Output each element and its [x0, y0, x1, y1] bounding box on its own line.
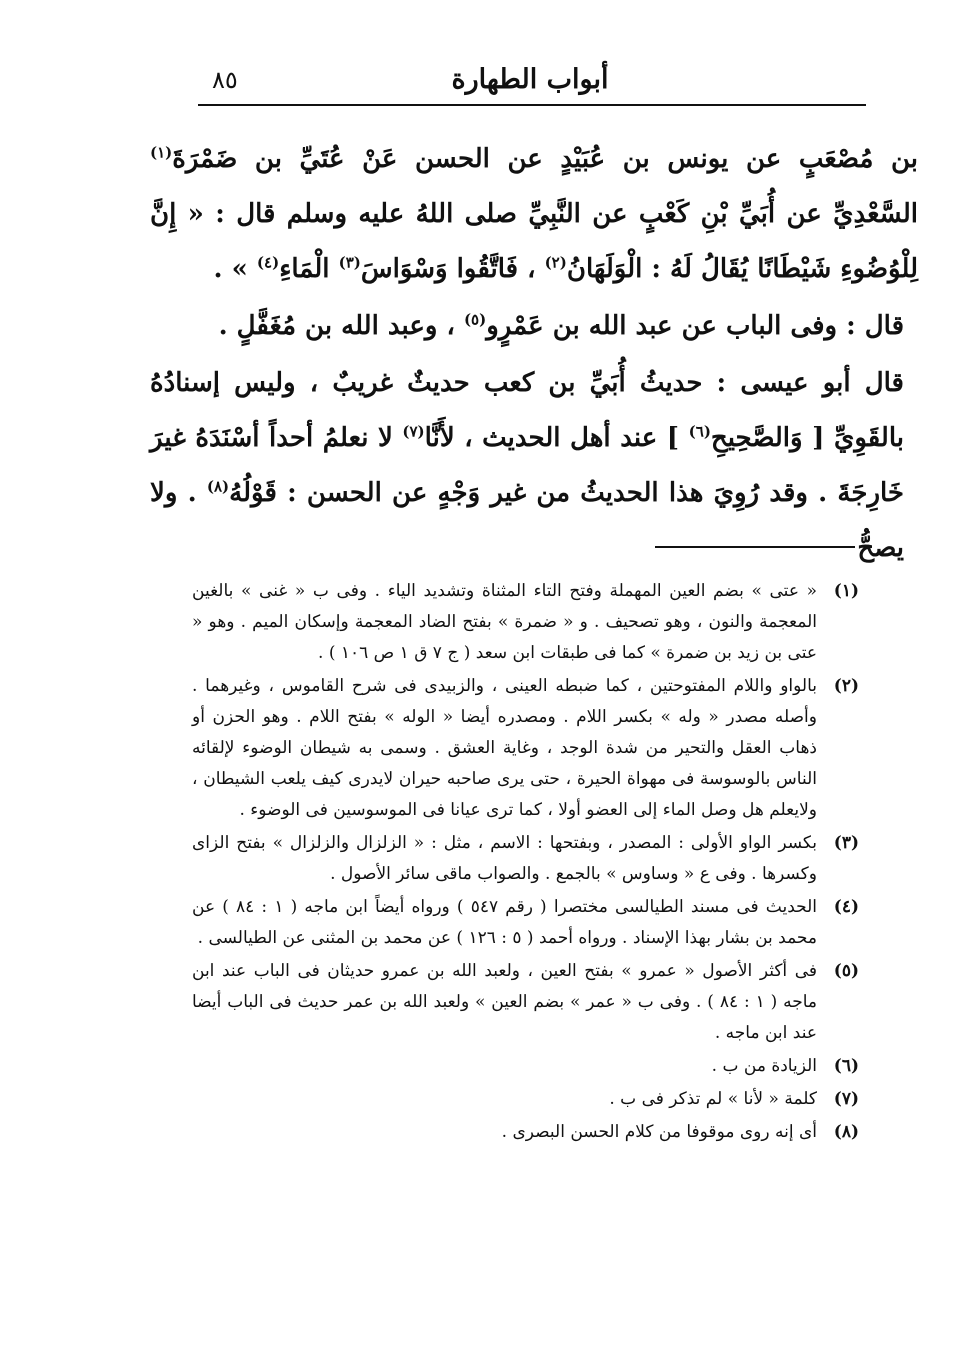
footnote: [192, 1051, 859, 1082]
text-run: قال : وفى الباب عن عبد الله بن عَمْرٍو: [486, 311, 904, 341]
footnote: [192, 1084, 859, 1115]
footnote-marker: (٣): [338, 253, 361, 272]
page-number: ٨٥: [212, 66, 238, 94]
paragraph-hadith: [150, 132, 918, 297]
text-run: لا نعلمُ أحداً أسْنَدَهُ غيرَ خَارِجَةَ . وقد رُوِيَ هذا الحديثُ من غير وَجْهٍ عن الحسن : قَوْلُهُ: [150, 423, 904, 508]
footnote-separator: [655, 546, 855, 548]
footnote-number: (٦): [833, 1056, 859, 1076]
footnote-text: الحديث فى مسند الطيالسى مختصرا ( رقم ٥٤٧ ) ورواه أيضاً ابن ماجه ( ١ : ٨٤ ) عن محمد بن بشار بهذا الإسناد . ورواه أحمد ( ٥ : ١٢٦ ) عن محمد بن المثنى عن الطيالسى .: [192, 897, 817, 948]
text-run: » .: [213, 254, 257, 284]
footnote-marker: (٧): [402, 422, 425, 441]
text-run: الْمَاءِ: [279, 254, 339, 284]
footnote-number: (٢): [833, 676, 859, 696]
paragraph-commentary: [150, 356, 918, 576]
footnote-text: الزيادة من ب .: [711, 1056, 817, 1076]
footnote: [192, 892, 859, 954]
footnote: [192, 576, 859, 669]
text-run: ، وعبد الله بن مُغَفَّلٍ .: [218, 311, 464, 341]
footnote: [192, 671, 859, 826]
footnote-text: فى أكثر الأصول « عمرو » بفتح العين ، ولعبد الله بن عمرو حديثان فى الباب عند ابن ماجه ( ١ : ٨٤ ) . وفى ب « عمر » بضم العين » ولعبد الله بن عمر حديث فى الباب أيضا عند ابن ماجه .: [192, 961, 818, 1043]
footnote-number: (٣): [833, 833, 859, 853]
main-text: [150, 132, 918, 576]
footnotes: [192, 576, 859, 1150]
text-run: السَّعْدِيِّ عن أُبَيِّ بْنِ كَعْبٍ عن النَّبِيِّ صلى اللهُ عليه وسلم قال : « إِنَّ لِلْوُضُوءِ شَيْطَانًا يُقَالُ لَهُ : الْوَلَهَانُ: [150, 199, 918, 284]
header-rule: [198, 104, 866, 106]
footnote-number: (٧): [833, 1089, 859, 1109]
header-title: أبواب الطهارة: [451, 64, 609, 95]
footnote: [192, 828, 859, 890]
footnote-text: كلمة « لأنا » لم تذكر فى ب .: [609, 1089, 817, 1109]
text-run: بن مُصْعَبٍ عن يونس بن عُبَيْدٍ عن الحسن عَنْ عُتَيِّ بن ضَمْرَةَ: [172, 144, 918, 174]
footnote-marker: (٤): [256, 253, 280, 272]
footnote-marker: (٨): [206, 477, 230, 496]
footnote-text: « عتى » بضم العين المهملة وفتح التاء المثناة وتشديد الياء . وفى ب « غنى » بالغين المعجمة والنون ، وهو تصحيف . و « ضمرة » بفتح الضاد المعجمة وإسكان الميم . وهو « عتى بن زيد بن ضمرة » كما فى طبقات ابن سعد ( ج ٧ ق ١ ص ١٠٦ ) .: [192, 581, 817, 663]
footnote-marker: (٦): [688, 422, 711, 441]
footnote: [192, 956, 859, 1049]
footnote-marker: (١): [150, 143, 173, 162]
footnote-number: (١): [833, 581, 859, 601]
footnote-text: بالواو واللام المفتوحتين ، كما ضبطه العينى ، والزبيدى فى شرح القاموس ، وغيرهما . وأصله مصدر « وله » بكسر اللام . ومصدره أيضا « الوله » بفتح اللام . وهو الحزن أو ذهاب العقل والتحير من شدة الوجد ، وغاية العشق . وسمى به شيطان الوضوء لإلقائه الناس بالوسوسة فى مهواة الحيرة ، حتى يرى صاحبه حيران لايدرى كيف يلعب الشيطان ، ولايعلم هل وصل الماء إلى العضو أولا ، كما ترى عيانا فى الموسوسين فى الوضوء .: [192, 676, 817, 820]
footnote-marker: (٢): [544, 253, 567, 272]
text-run: ] عند أهل الحديث ، لأَنَّا: [424, 423, 689, 453]
footnote-text: أى إنه روى موقوفا من كلام الحسن البصرى .: [501, 1122, 817, 1142]
text-run: ، فَاتَّقُوا وَسْوَاسَ: [360, 254, 545, 284]
footnote-marker: (٥): [463, 310, 487, 329]
footnote-number: (٨): [833, 1122, 859, 1142]
paragraph-bab: [150, 299, 918, 354]
text-run: . ولا يصحُّ: [150, 478, 904, 563]
footnote-number: (٤): [833, 897, 859, 917]
footnote: [192, 1117, 859, 1148]
footnote-text: بكسر الواو الأولى : المصدر ، وبفتحها : الاسم ، مثل : « الزلزال والزلزال » بفتح الزاى وكسرها . وفى ع « وساوس » بالجمع . والصواب ماقى سائر الأصول .: [192, 833, 817, 884]
running-header: [200, 62, 860, 106]
text-run: قال أبو عيسى : حديثُ أُبَيِّ بن كعب حديثٌ غريبٌ ، وليس إسنادُهُ بالقَوِيِّ [ وَالصَّحِيحِ: [150, 368, 905, 453]
footnote-number: (٥): [833, 961, 859, 981]
